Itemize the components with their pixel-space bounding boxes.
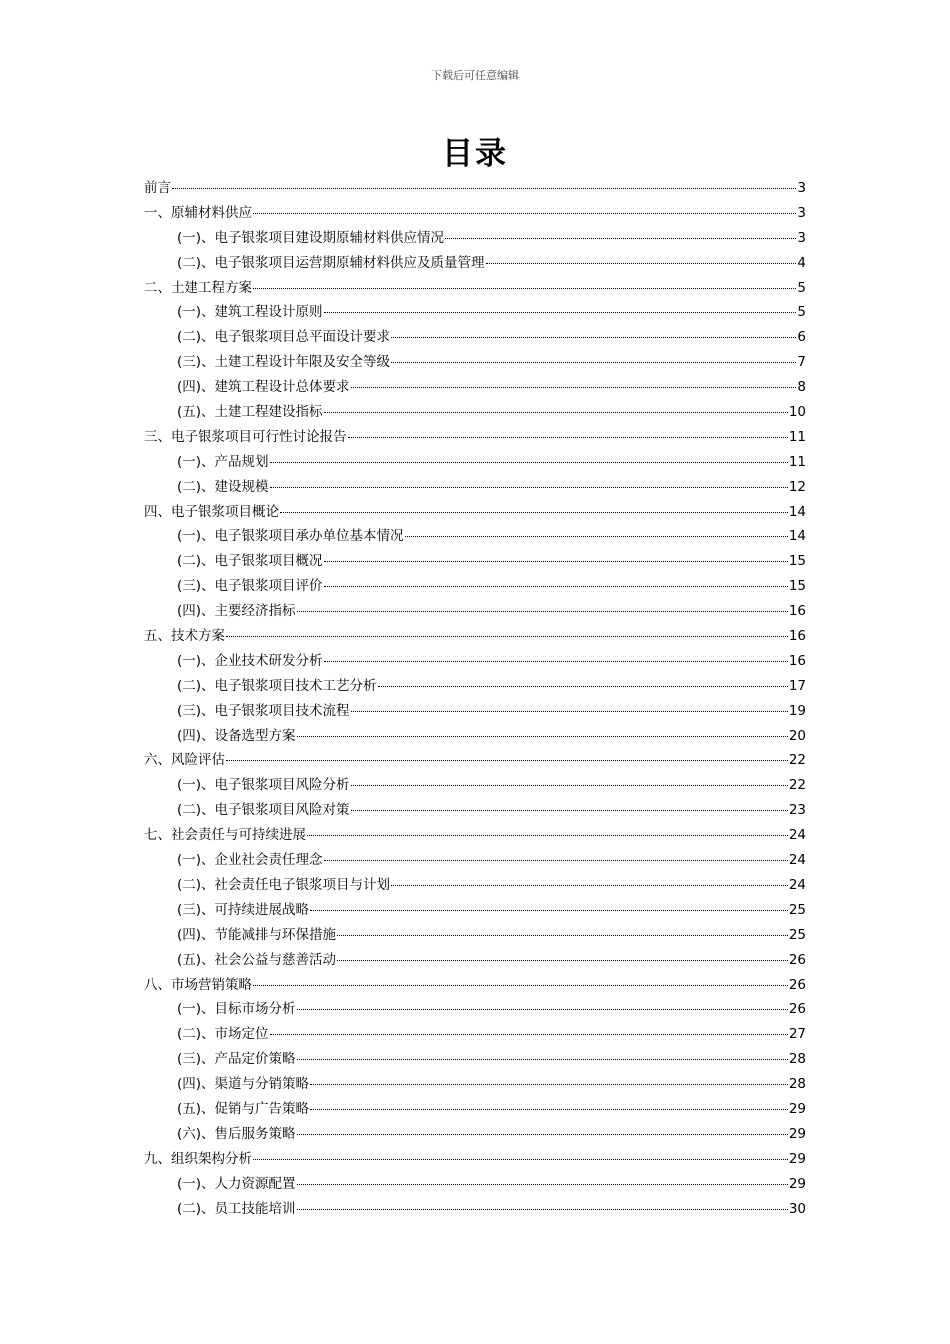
toc-entry[interactable] bbox=[144, 748, 806, 773]
toc-dot-leader bbox=[351, 785, 788, 786]
toc-dot-leader bbox=[445, 238, 796, 239]
table-of-contents bbox=[144, 176, 806, 1221]
toc-entry[interactable] bbox=[144, 400, 806, 425]
toc-entry-page-number: 22 bbox=[788, 752, 806, 769]
toc-dot-leader bbox=[226, 636, 788, 637]
toc-entry-label: (四)、建筑工程设计总体要求 bbox=[177, 379, 350, 396]
toc-entry[interactable] bbox=[144, 649, 806, 674]
toc-entry-label: (一)、产品规划 bbox=[177, 453, 269, 470]
toc-entry-page-number: 24 bbox=[788, 827, 806, 844]
toc-dot-leader bbox=[270, 462, 788, 463]
toc-dot-leader bbox=[310, 1109, 788, 1110]
toc-entry[interactable] bbox=[144, 201, 806, 226]
toc-entry-page-number: 8 bbox=[797, 379, 806, 396]
toc-entry[interactable] bbox=[144, 475, 806, 500]
toc-dot-leader bbox=[297, 1059, 788, 1060]
toc-entry-page-number: 5 bbox=[797, 279, 806, 296]
toc-entry-label: 三、电子银浆项目可行性讨论报告 bbox=[144, 428, 347, 445]
toc-entry-page-number: 28 bbox=[788, 1051, 806, 1068]
toc-entry-page-number: 26 bbox=[788, 1001, 806, 1018]
toc-entry-page-number: 14 bbox=[788, 503, 806, 520]
toc-entry[interactable] bbox=[144, 674, 806, 699]
toc-dot-leader bbox=[391, 362, 796, 363]
toc-entry[interactable] bbox=[144, 973, 806, 998]
toc-entry[interactable] bbox=[144, 1147, 806, 1172]
toc-entry-label: (一)、企业社会责任理念 bbox=[177, 852, 323, 869]
toc-entry-page-number: 10 bbox=[788, 404, 806, 421]
toc-dot-leader bbox=[297, 1009, 788, 1010]
toc-dot-leader bbox=[270, 487, 788, 488]
toc-dot-leader bbox=[391, 885, 788, 886]
page-title: 目录 bbox=[442, 136, 508, 172]
toc-entry[interactable] bbox=[144, 425, 806, 450]
toc-entry-page-number: 15 bbox=[788, 553, 806, 570]
toc-entry[interactable] bbox=[144, 1172, 806, 1197]
toc-entry-label: (三)、电子银浆项目评价 bbox=[177, 578, 323, 595]
toc-entry-label: (二)、电子银浆项目概况 bbox=[177, 553, 323, 570]
toc-dot-leader bbox=[253, 985, 788, 986]
toc-entry-label: (二)、电子银浆项目技术工艺分析 bbox=[177, 677, 377, 694]
toc-entry-page-number: 26 bbox=[788, 976, 806, 993]
toc-entry[interactable] bbox=[144, 251, 806, 276]
toc-entry[interactable] bbox=[144, 699, 806, 724]
toc-entry-label: 八、市场营销策略 bbox=[144, 976, 252, 993]
toc-entry-page-number: 24 bbox=[788, 876, 806, 893]
toc-entry-label: (二)、社会责任电子银浆项目与计划 bbox=[177, 876, 391, 893]
toc-entry-label: (一)、人力资源配置 bbox=[177, 1175, 296, 1192]
toc-dot-leader bbox=[297, 1184, 788, 1185]
toc-entry-label: (一)、电子银浆项目风险分析 bbox=[177, 777, 350, 794]
toc-entry-label: 二、土建工程方案 bbox=[144, 279, 252, 296]
toc-entry-label: (二)、电子银浆项目总平面设计要求 bbox=[177, 329, 391, 346]
toc-entry[interactable] bbox=[144, 823, 806, 848]
toc-dot-leader bbox=[307, 835, 788, 836]
toc-dot-leader bbox=[378, 686, 788, 687]
toc-entry[interactable] bbox=[144, 997, 806, 1022]
toc-dot-leader bbox=[348, 437, 788, 438]
toc-entry-label: (六)、售后服务策略 bbox=[177, 1125, 296, 1142]
toc-entry-label: (二)、电子银浆项目风险对策 bbox=[177, 802, 350, 819]
toc-entry-label: (二)、市场定位 bbox=[177, 1026, 269, 1043]
toc-entry-page-number: 11 bbox=[788, 428, 806, 445]
toc-dot-leader bbox=[253, 288, 796, 289]
toc-dot-leader bbox=[324, 661, 788, 662]
toc-dot-leader bbox=[253, 213, 796, 214]
toc-entry-label: (三)、土建工程设计年限及安全等级 bbox=[177, 354, 391, 371]
toc-entry-page-number: 16 bbox=[788, 628, 806, 645]
toc-entry-page-number: 5 bbox=[797, 304, 806, 321]
toc-entry-label: (一)、电子银浆项目承办单位基本情况 bbox=[177, 528, 404, 545]
toc-entry-label: 七、社会责任与可持续进展 bbox=[144, 827, 306, 844]
toc-entry[interactable] bbox=[144, 1022, 806, 1047]
toc-entry-page-number: 4 bbox=[797, 254, 806, 271]
toc-dot-leader bbox=[351, 810, 788, 811]
toc-dot-leader bbox=[324, 561, 788, 562]
toc-entry-label: (三)、可持续进展战略 bbox=[177, 901, 310, 918]
toc-dot-leader bbox=[172, 188, 796, 189]
toc-entry-page-number: 25 bbox=[788, 901, 806, 918]
toc-entry-page-number: 17 bbox=[788, 677, 806, 694]
toc-entry-label: (四)、渠道与分销策略 bbox=[177, 1076, 310, 1093]
toc-dot-leader bbox=[351, 387, 797, 388]
toc-entry-page-number: 20 bbox=[788, 727, 806, 744]
toc-entry-label: 六、风险评估 bbox=[144, 752, 225, 769]
toc-entry-label: (四)、主要经济指标 bbox=[177, 603, 296, 620]
toc-entry[interactable] bbox=[144, 599, 806, 624]
toc-entry[interactable] bbox=[144, 773, 806, 798]
toc-entry[interactable] bbox=[144, 724, 806, 749]
toc-entry[interactable] bbox=[144, 798, 806, 823]
toc-dot-leader bbox=[324, 586, 788, 587]
toc-dot-leader bbox=[337, 960, 788, 961]
toc-entry[interactable] bbox=[144, 500, 806, 525]
toc-entry[interactable] bbox=[144, 549, 806, 574]
toc-entry-page-number: 7 bbox=[797, 354, 806, 371]
toc-entry-page-number: 16 bbox=[788, 603, 806, 620]
toc-entry-label: (二)、员工技能培训 bbox=[177, 1200, 296, 1217]
toc-entry[interactable] bbox=[144, 873, 806, 898]
toc-dot-leader bbox=[324, 412, 788, 413]
toc-entry-page-number: 6 bbox=[797, 329, 806, 346]
toc-entry[interactable] bbox=[144, 923, 806, 948]
toc-entry-label: (四)、设备选型方案 bbox=[177, 727, 296, 744]
toc-dot-leader bbox=[351, 711, 788, 712]
toc-entry[interactable] bbox=[144, 624, 806, 649]
toc-entry[interactable] bbox=[144, 1122, 806, 1147]
toc-dot-leader bbox=[337, 935, 788, 936]
toc-entry-page-number: 29 bbox=[788, 1150, 806, 1167]
toc-entry-page-number: 25 bbox=[788, 926, 806, 943]
toc-entry-page-number: 24 bbox=[788, 852, 806, 869]
toc-entry-page-number: 16 bbox=[788, 652, 806, 669]
toc-entry[interactable] bbox=[144, 300, 806, 325]
toc-dot-leader bbox=[324, 312, 797, 313]
toc-entry[interactable] bbox=[144, 176, 806, 201]
toc-entry-page-number: 30 bbox=[788, 1200, 806, 1217]
toc-entry-label: 一、原辅材料供应 bbox=[144, 204, 252, 221]
toc-entry[interactable] bbox=[144, 848, 806, 873]
toc-entry-page-number: 19 bbox=[788, 702, 806, 719]
toc-entry-label: (五)、社会公益与慈善活动 bbox=[177, 951, 337, 968]
toc-dot-leader bbox=[253, 1159, 788, 1160]
toc-entry-label: (一)、电子银浆项目建设期原辅材料供应情况 bbox=[177, 229, 445, 246]
toc-entry-label: (二)、建设规模 bbox=[177, 478, 269, 495]
toc-entry[interactable] bbox=[144, 375, 806, 400]
toc-dot-leader bbox=[226, 760, 788, 761]
toc-dot-leader bbox=[297, 736, 788, 737]
toc-entry-page-number: 3 bbox=[797, 204, 806, 221]
page-header: 下载后可任意编辑 bbox=[431, 69, 519, 82]
toc-entry-page-number: 15 bbox=[788, 578, 806, 595]
toc-entry[interactable] bbox=[144, 1197, 806, 1222]
toc-entry-page-number: 29 bbox=[788, 1125, 806, 1142]
toc-entry-label: (五)、促销与广告策略 bbox=[177, 1100, 310, 1117]
toc-entry[interactable] bbox=[144, 524, 806, 549]
toc-entry-page-number: 26 bbox=[788, 951, 806, 968]
toc-entry[interactable] bbox=[144, 226, 806, 251]
toc-entry-label: (一)、目标市场分析 bbox=[177, 1001, 296, 1018]
toc-entry-label: (一)、企业技术研发分析 bbox=[177, 652, 323, 669]
toc-entry-label: (二)、电子银浆项目运营期原辅材料供应及质量管理 bbox=[177, 254, 485, 271]
toc-entry-label: (五)、土建工程建设指标 bbox=[177, 404, 323, 421]
toc-entry-page-number: 14 bbox=[788, 528, 806, 545]
toc-dot-leader bbox=[270, 1034, 788, 1035]
toc-entry-label: 五、技术方案 bbox=[144, 628, 225, 645]
toc-dot-leader bbox=[486, 263, 797, 264]
toc-entry[interactable] bbox=[144, 325, 806, 350]
toc-dot-leader bbox=[391, 337, 796, 338]
toc-entry-label: 四、电子银浆项目概论 bbox=[144, 503, 279, 520]
toc-entry-label: (四)、节能减排与环保措施 bbox=[177, 926, 337, 943]
toc-entry-page-number: 11 bbox=[788, 453, 806, 470]
toc-entry-page-number: 3 bbox=[797, 229, 806, 246]
toc-entry[interactable] bbox=[144, 574, 806, 599]
toc-dot-leader bbox=[297, 611, 788, 612]
toc-entry-page-number: 12 bbox=[788, 478, 806, 495]
toc-entry-label: (一)、建筑工程设计原则 bbox=[177, 304, 323, 321]
toc-entry-label: (三)、产品定价策略 bbox=[177, 1051, 296, 1068]
toc-dot-leader bbox=[324, 860, 788, 861]
toc-entry[interactable] bbox=[144, 450, 806, 475]
toc-entry[interactable] bbox=[144, 276, 806, 301]
toc-entry-page-number: 23 bbox=[788, 802, 806, 819]
toc-dot-leader bbox=[297, 1209, 788, 1210]
toc-dot-leader bbox=[280, 512, 788, 513]
toc-entry-page-number: 29 bbox=[788, 1100, 806, 1117]
toc-dot-leader bbox=[310, 1084, 788, 1085]
toc-entry-label: 九、组织架构分析 bbox=[144, 1150, 252, 1167]
toc-dot-leader bbox=[405, 536, 788, 537]
toc-entry[interactable] bbox=[144, 1097, 806, 1122]
toc-entry[interactable] bbox=[144, 948, 806, 973]
toc-dot-leader bbox=[297, 1134, 788, 1135]
toc-entry-label: 前言 bbox=[144, 180, 171, 196]
toc-dot-leader bbox=[310, 910, 788, 911]
toc-entry-page-number: 28 bbox=[788, 1076, 806, 1093]
toc-entry[interactable] bbox=[144, 1047, 806, 1072]
toc-entry[interactable] bbox=[144, 1072, 806, 1097]
toc-entry-page-number: 27 bbox=[788, 1026, 806, 1043]
toc-entry[interactable] bbox=[144, 350, 806, 375]
toc-entry-page-number: 22 bbox=[788, 777, 806, 794]
toc-entry-page-number: 3 bbox=[797, 180, 806, 196]
toc-entry[interactable] bbox=[144, 898, 806, 923]
toc-entry-page-number: 29 bbox=[788, 1175, 806, 1192]
toc-entry-label: (三)、电子银浆项目技术流程 bbox=[177, 702, 350, 719]
